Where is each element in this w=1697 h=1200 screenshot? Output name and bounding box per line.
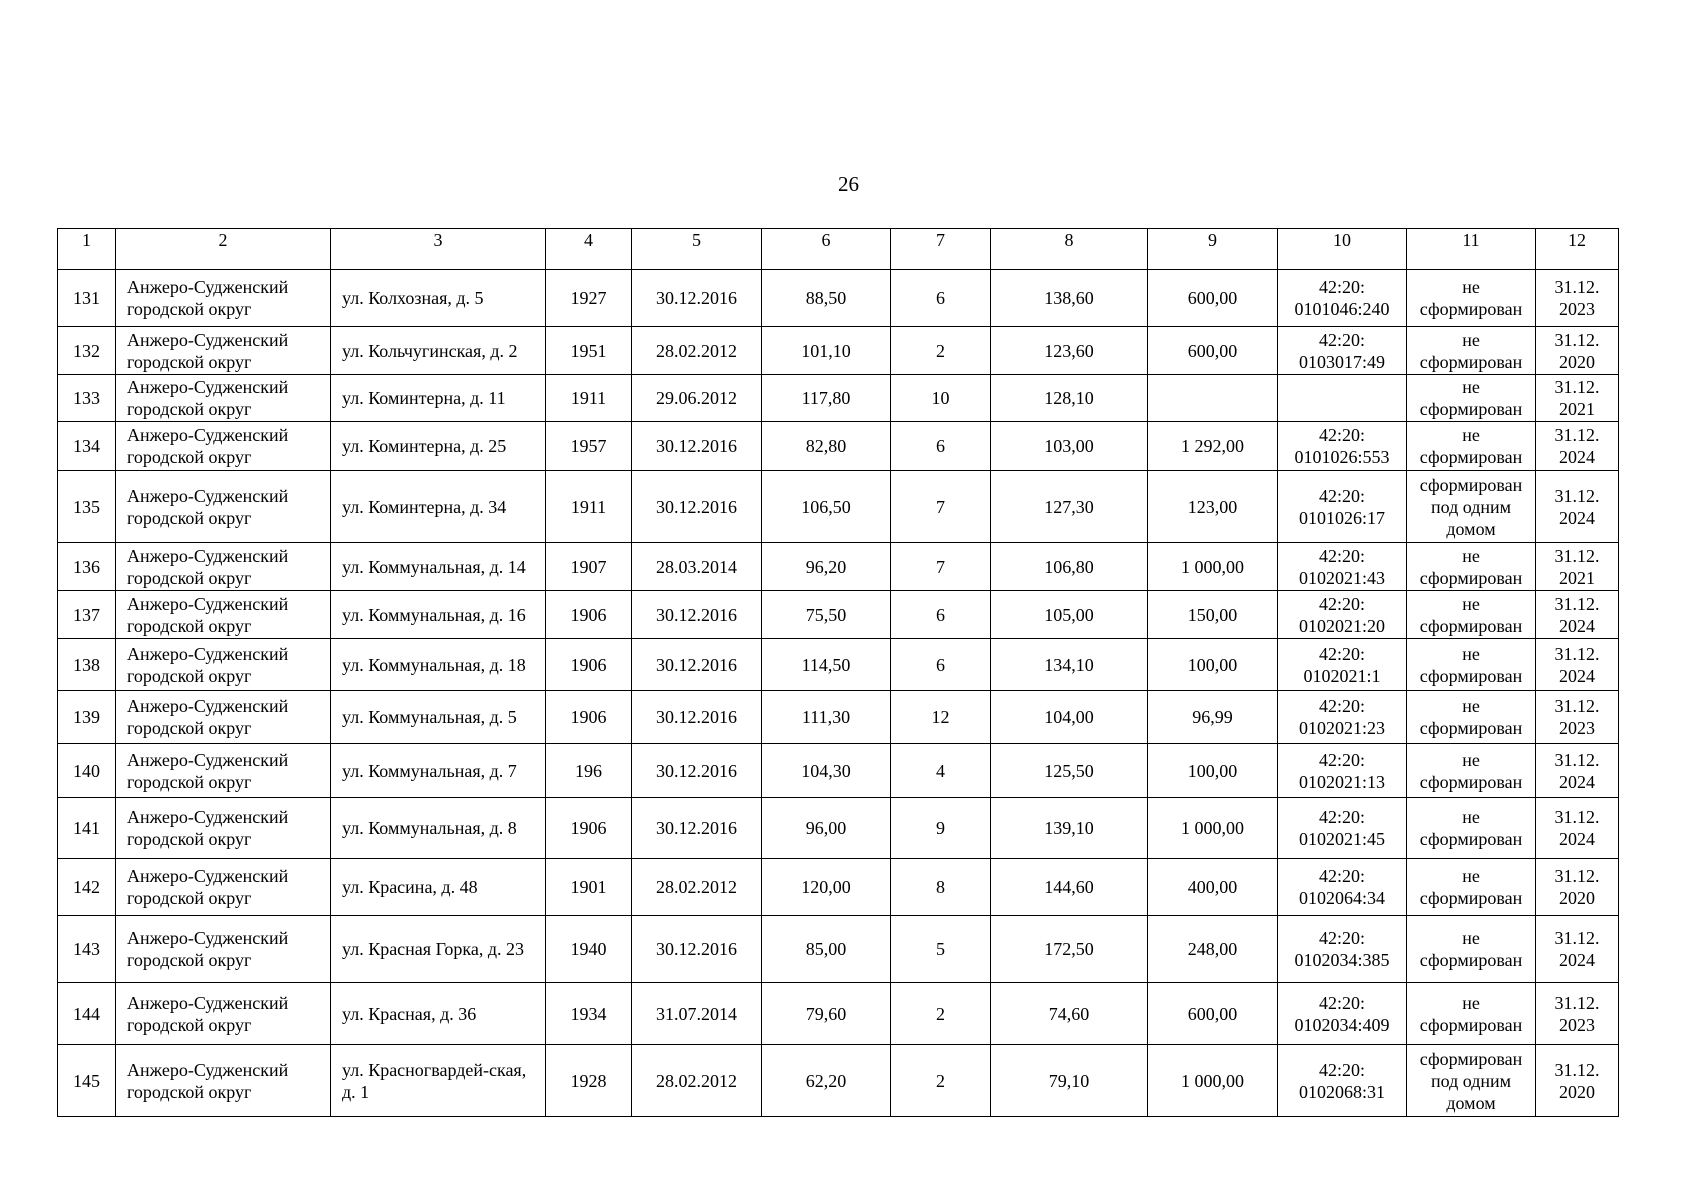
date-cell: 30.12.2016 [632,916,762,983]
table-row [58,471,1619,543]
table-row [58,422,1619,471]
deadline-cell: 31.12. 2020 [1536,1045,1619,1117]
column-9-cell: 96,99 [1148,691,1278,744]
year-cell: 1907 [546,543,632,591]
cadastral-number-cell: 42:20: 0102034:409 [1278,983,1407,1045]
table-row [58,327,1619,375]
column-8-cell: 172,50 [991,916,1148,983]
status-cell: не сформирован [1407,327,1536,375]
row-number-cell: 138 [58,639,116,691]
column-header: 5 [632,229,762,270]
column-8-cell: 139,10 [991,798,1148,859]
column-8-cell: 79,10 [991,1045,1148,1117]
date-cell: 28.02.2012 [632,327,762,375]
column-header: 8 [991,229,1148,270]
table-row [58,983,1619,1045]
column-6-cell: 85,00 [762,916,891,983]
status-cell: не сформирован [1407,744,1536,798]
deadline-cell: 31.12. 2023 [1536,270,1619,327]
year-cell: 1906 [546,591,632,639]
column-8-cell: 104,00 [991,691,1148,744]
column-6-cell: 101,10 [762,327,891,375]
row-number-cell: 144 [58,983,116,1045]
column-8-cell: 123,60 [991,327,1148,375]
table-row [58,270,1619,327]
column-7-cell: 2 [891,327,991,375]
row-number-cell: 134 [58,422,116,471]
cadastral-number-cell: 42:20: 0102034:385 [1278,916,1407,983]
cadastral-number-cell: 42:20: 0102021:20 [1278,591,1407,639]
year-cell: 1911 [546,375,632,422]
year-cell: 196 [546,744,632,798]
year-cell: 1934 [546,983,632,1045]
column-8-cell: 128,10 [991,375,1148,422]
status-cell: не сформирован [1407,798,1536,859]
deadline-cell: 31.12. 2020 [1536,327,1619,375]
column-9-cell: 150,00 [1148,591,1278,639]
row-number-cell: 135 [58,471,116,543]
district-cell: Анжеро-Судженский городской округ [116,543,331,591]
table-row [58,375,1619,422]
cadastral-number-cell: 42:20: 0101026:553 [1278,422,1407,471]
address-cell: ул. Коммунальная, д. 18 [331,639,546,691]
address-cell: ул. Коминтерна, д. 34 [331,471,546,543]
row-number-cell: 132 [58,327,116,375]
date-cell: 30.12.2016 [632,270,762,327]
column-8-cell: 138,60 [991,270,1148,327]
status-cell: не сформирован [1407,375,1536,422]
status-cell: не сформирован [1407,422,1536,471]
status-cell: не сформирован [1407,859,1536,916]
address-cell: ул. Красногвардей-ская, д. 1 [331,1045,546,1117]
deadline-cell: 31.12. 2024 [1536,916,1619,983]
column-7-cell: 6 [891,639,991,691]
table-row [58,916,1619,983]
district-cell: Анжеро-Судженский городской округ [116,270,331,327]
column-6-cell: 114,50 [762,639,891,691]
column-6-cell: 96,00 [762,798,891,859]
table-row [58,691,1619,744]
deadline-cell: 31.12. 2024 [1536,471,1619,543]
address-cell: ул. Красина, д. 48 [331,859,546,916]
table-row [58,1045,1619,1117]
year-cell: 1951 [546,327,632,375]
column-header: 1 [58,229,116,270]
date-cell: 30.12.2016 [632,798,762,859]
column-8-cell: 103,00 [991,422,1148,471]
column-9-cell: 1 000,00 [1148,543,1278,591]
deadline-cell: 31.12. 2023 [1536,691,1619,744]
column-6-cell: 104,30 [762,744,891,798]
deadline-cell: 31.12. 2024 [1536,591,1619,639]
year-cell: 1911 [546,471,632,543]
row-number-cell: 142 [58,859,116,916]
year-cell: 1927 [546,270,632,327]
column-6-cell: 117,80 [762,375,891,422]
year-cell: 1901 [546,859,632,916]
district-cell: Анжеро-Судженский городской округ [116,691,331,744]
deadline-cell: 31.12. 2021 [1536,543,1619,591]
column-9-cell: 600,00 [1148,327,1278,375]
district-cell: Анжеро-Судженский городской округ [116,471,331,543]
status-cell: не сформирован [1407,916,1536,983]
year-cell: 1906 [546,691,632,744]
column-6-cell: 79,60 [762,983,891,1045]
row-number-cell: 131 [58,270,116,327]
table-row [58,859,1619,916]
column-7-cell: 7 [891,471,991,543]
district-cell: Анжеро-Судженский городской округ [116,1045,331,1117]
date-cell: 31.07.2014 [632,983,762,1045]
address-cell: ул. Красная, д. 36 [331,983,546,1045]
column-9-cell: 248,00 [1148,916,1278,983]
column-6-cell: 106,50 [762,471,891,543]
date-cell: 28.02.2012 [632,1045,762,1117]
row-number-cell: 137 [58,591,116,639]
deadline-cell: 31.12. 2024 [1536,639,1619,691]
deadline-cell: 31.12. 2021 [1536,375,1619,422]
table-row [58,543,1619,591]
column-header: 3 [331,229,546,270]
deadline-cell: 31.12. 2020 [1536,859,1619,916]
table-row [58,798,1619,859]
column-7-cell: 9 [891,798,991,859]
cadastral-number-cell: 42:20: 0102021:23 [1278,691,1407,744]
header-row [58,229,1619,270]
row-number-cell: 143 [58,916,116,983]
status-cell: сформирован под одним домом [1407,1045,1536,1117]
column-9-cell [1148,375,1278,422]
date-cell: 29.06.2012 [632,375,762,422]
district-cell: Анжеро-Судженский городской округ [116,744,331,798]
date-cell: 30.12.2016 [632,422,762,471]
cadastral-number-cell: 42:20: 0102021:43 [1278,543,1407,591]
column-9-cell: 100,00 [1148,639,1278,691]
column-9-cell: 600,00 [1148,270,1278,327]
address-cell: ул. Колхозная, д. 5 [331,270,546,327]
column-header: 2 [116,229,331,270]
column-6-cell: 88,50 [762,270,891,327]
district-cell: Анжеро-Судженский городской округ [116,798,331,859]
year-cell: 1957 [546,422,632,471]
date-cell: 30.12.2016 [632,639,762,691]
column-8-cell: 106,80 [991,543,1148,591]
date-cell: 30.12.2016 [632,471,762,543]
year-cell: 1906 [546,639,632,691]
column-8-cell: 127,30 [991,471,1148,543]
district-cell: Анжеро-Судженский городской округ [116,859,331,916]
table-body [58,270,1619,1117]
column-7-cell: 2 [891,983,991,1045]
housing-register-table [57,228,1619,1117]
row-number-cell: 133 [58,375,116,422]
table-row [58,744,1619,798]
year-cell: 1940 [546,916,632,983]
column-header: 7 [891,229,991,270]
column-7-cell: 2 [891,1045,991,1117]
column-9-cell: 123,00 [1148,471,1278,543]
row-number-cell: 145 [58,1045,116,1117]
status-cell: не сформирован [1407,983,1536,1045]
address-cell: ул. Коминтерна, д. 11 [331,375,546,422]
column-8-cell: 125,50 [991,744,1148,798]
year-cell: 1906 [546,798,632,859]
cadastral-number-cell: 42:20: 0102068:31 [1278,1045,1407,1117]
column-7-cell: 7 [891,543,991,591]
column-7-cell: 8 [891,859,991,916]
address-cell: ул. Коммунальная, д. 14 [331,543,546,591]
cadastral-number-cell: 42:20: 0102064:34 [1278,859,1407,916]
row-number-cell: 136 [58,543,116,591]
column-7-cell: 4 [891,744,991,798]
status-cell: не сформирован [1407,543,1536,591]
date-cell: 30.12.2016 [632,744,762,798]
column-9-cell: 600,00 [1148,983,1278,1045]
column-9-cell: 1 000,00 [1148,798,1278,859]
deadline-cell: 31.12. 2024 [1536,744,1619,798]
column-6-cell: 62,20 [762,1045,891,1117]
cadastral-number-cell: 42:20: 0102021:1 [1278,639,1407,691]
status-cell: не сформирован [1407,639,1536,691]
table-row [58,639,1619,691]
row-number-cell: 141 [58,798,116,859]
address-cell: ул. Коммунальная, д. 7 [331,744,546,798]
column-9-cell: 1 292,00 [1148,422,1278,471]
column-7-cell: 10 [891,375,991,422]
column-8-cell: 74,60 [991,983,1148,1045]
deadline-cell: 31.12. 2024 [1536,798,1619,859]
date-cell: 28.03.2014 [632,543,762,591]
date-cell: 30.12.2016 [632,691,762,744]
column-7-cell: 5 [891,916,991,983]
column-9-cell: 1 000,00 [1148,1045,1278,1117]
column-7-cell: 6 [891,422,991,471]
cadastral-number-cell: 42:20: 0101046:240 [1278,270,1407,327]
address-cell: ул. Кольчугинская, д. 2 [331,327,546,375]
cadastral-number-cell [1278,375,1407,422]
column-8-cell: 105,00 [991,591,1148,639]
district-cell: Анжеро-Судженский городской округ [116,639,331,691]
column-header: 4 [546,229,632,270]
address-cell: ул. Красная Горка, д. 23 [331,916,546,983]
column-7-cell: 6 [891,591,991,639]
address-cell: ул. Коминтерна, д. 25 [331,422,546,471]
column-header: 11 [1407,229,1536,270]
status-cell: не сформирован [1407,691,1536,744]
year-cell: 1928 [546,1045,632,1117]
district-cell: Анжеро-Судженский городской округ [116,916,331,983]
page-number: 26 [838,172,859,196]
column-6-cell: 82,80 [762,422,891,471]
column-7-cell: 6 [891,270,991,327]
deadline-cell: 31.12. 2024 [1536,422,1619,471]
column-7-cell: 12 [891,691,991,744]
address-cell: ул. Коммунальная, д. 5 [331,691,546,744]
column-6-cell: 75,50 [762,591,891,639]
column-8-cell: 134,10 [991,639,1148,691]
cadastral-number-cell: 42:20: 0103017:49 [1278,327,1407,375]
column-9-cell: 400,00 [1148,859,1278,916]
column-header: 9 [1148,229,1278,270]
row-number-cell: 140 [58,744,116,798]
address-cell: ул. Коммунальная, д. 16 [331,591,546,639]
status-cell: не сформирован [1407,270,1536,327]
column-header: 12 [1536,229,1619,270]
cadastral-number-cell: 42:20: 0101026:17 [1278,471,1407,543]
row-number-cell: 139 [58,691,116,744]
column-6-cell: 111,30 [762,691,891,744]
deadline-cell: 31.12. 2023 [1536,983,1619,1045]
cadastral-number-cell: 42:20: 0102021:13 [1278,744,1407,798]
column-header: 6 [762,229,891,270]
column-6-cell: 96,20 [762,543,891,591]
district-cell: Анжеро-Судженский городской округ [116,327,331,375]
district-cell: Анжеро-Судженский городской округ [116,422,331,471]
address-cell: ул. Коммунальная, д. 8 [331,798,546,859]
column-header: 10 [1278,229,1407,270]
district-cell: Анжеро-Судженский городской округ [116,375,331,422]
district-cell: Анжеро-Судженский городской округ [116,983,331,1045]
table-row [58,591,1619,639]
status-cell: сформирован под одним домом [1407,471,1536,543]
column-8-cell: 144,60 [991,859,1148,916]
cadastral-number-cell: 42:20: 0102021:45 [1278,798,1407,859]
status-cell: не сформирован [1407,591,1536,639]
district-cell: Анжеро-Судженский городской округ [116,591,331,639]
column-9-cell: 100,00 [1148,744,1278,798]
column-6-cell: 120,00 [762,859,891,916]
date-cell: 28.02.2012 [632,859,762,916]
date-cell: 30.12.2016 [632,591,762,639]
